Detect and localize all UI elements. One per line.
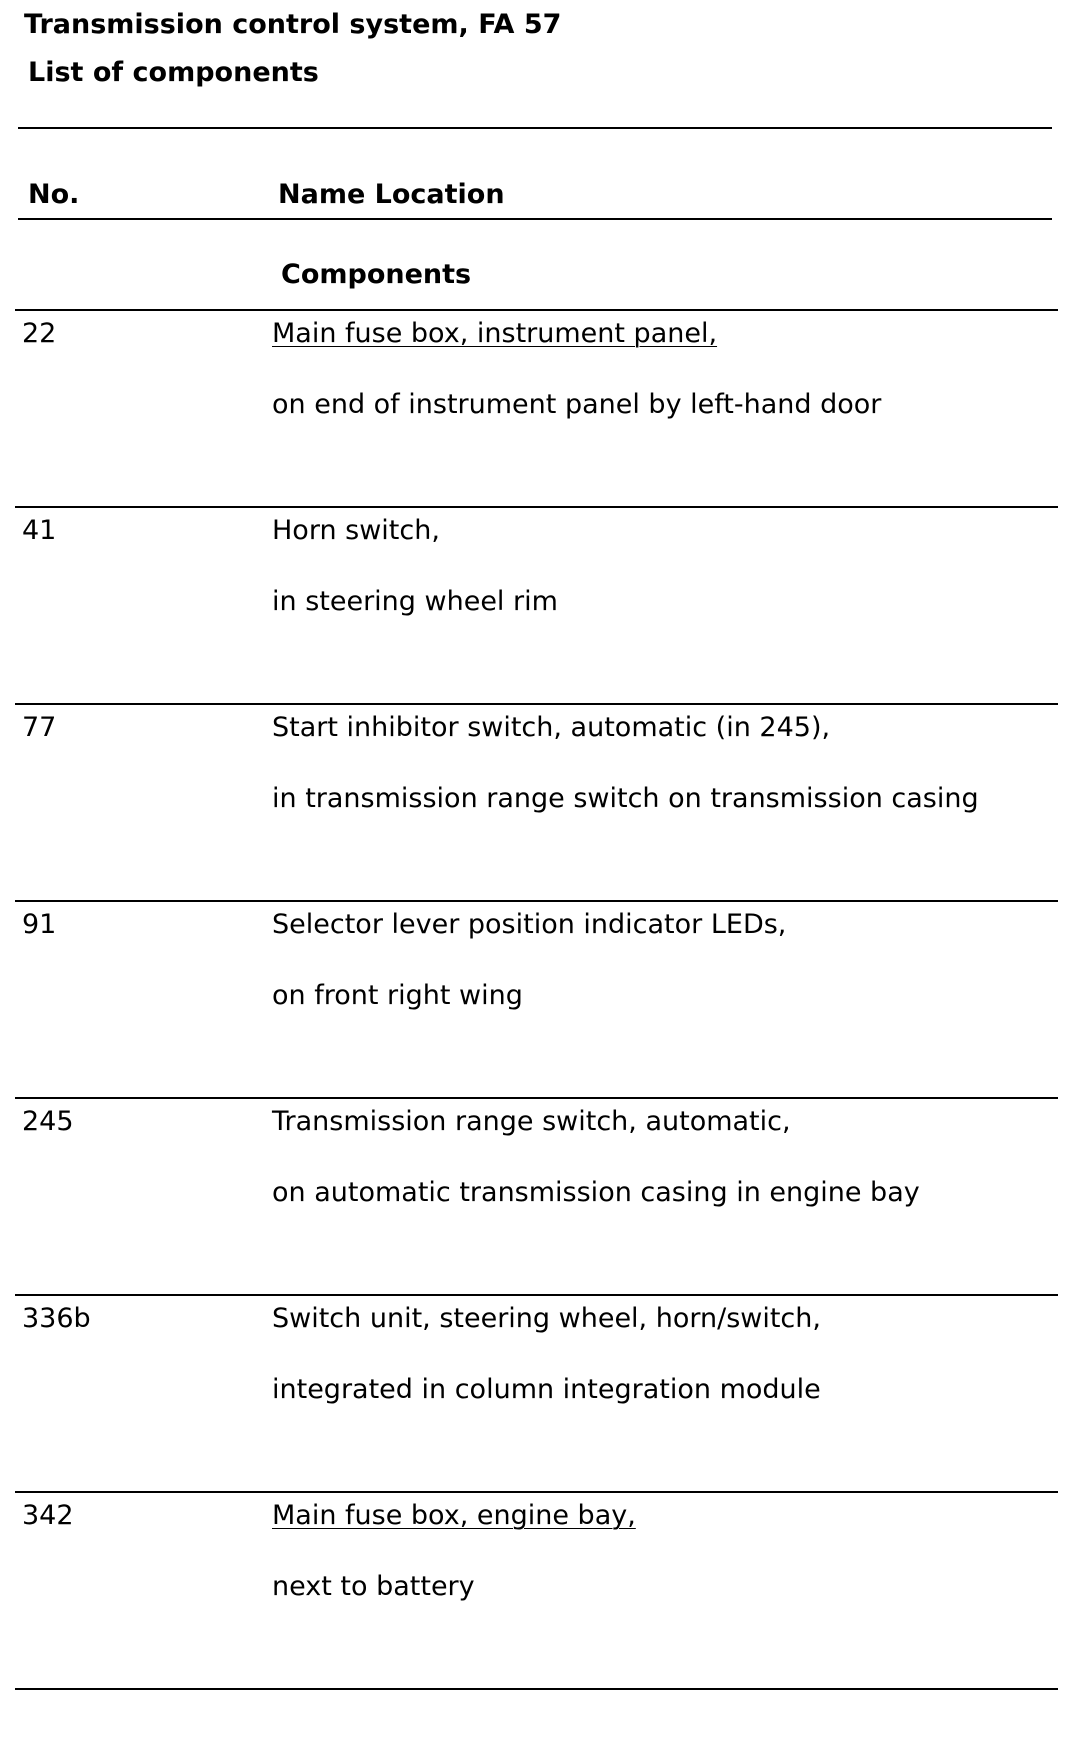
- document-title: Transmission control system, FA 57: [24, 9, 562, 40]
- document-subtitle: List of components: [28, 57, 319, 88]
- table-row: [0, 1491, 1072, 1688]
- table-bottom-divider: [15, 1688, 1058, 1690]
- component-name-link[interactable]: Main fuse box, engine bay,: [272, 1500, 636, 1531]
- table-row: [0, 309, 1072, 506]
- component-name: Selector lever position indicator LEDs,: [272, 909, 787, 940]
- row-divider: [15, 1097, 1058, 1099]
- row-divider: [15, 900, 1058, 902]
- component-number: 336b: [22, 1303, 91, 1334]
- component-location: in steering wheel rim: [272, 586, 558, 617]
- component-name-link[interactable]: Main fuse box, instrument panel,: [272, 318, 718, 349]
- row-divider: [15, 309, 1058, 311]
- header-divider: [18, 127, 1052, 129]
- table-row: [0, 506, 1072, 703]
- component-number: 77: [22, 712, 57, 743]
- table-row: [0, 703, 1072, 900]
- section-title: Components: [281, 259, 472, 290]
- table-row: [0, 900, 1072, 1097]
- component-number: 245: [22, 1106, 74, 1137]
- row-divider: [15, 506, 1058, 508]
- component-name: Horn switch,: [272, 515, 440, 546]
- component-number: 91: [22, 909, 57, 940]
- component-name: Transmission range switch, automatic,: [272, 1106, 791, 1137]
- table-row: [0, 1097, 1072, 1294]
- component-location: integrated in column integration module: [272, 1374, 821, 1405]
- row-divider: [15, 1294, 1058, 1296]
- component-location: next to battery: [272, 1571, 475, 1602]
- component-location: on end of instrument panel by left-hand door: [272, 389, 882, 420]
- column-header-no: No.: [28, 179, 80, 210]
- component-location: in transmission range switch on transmission casing: [272, 783, 979, 814]
- component-number: 22: [22, 318, 57, 349]
- row-divider: [15, 1491, 1058, 1493]
- table-row: [0, 1294, 1072, 1491]
- component-location: on front right wing: [272, 980, 523, 1011]
- column-header-divider: [18, 218, 1052, 220]
- component-number: 342: [22, 1500, 74, 1531]
- component-location: on automatic transmission casing in engine bay: [272, 1177, 920, 1208]
- row-divider: [15, 703, 1058, 705]
- component-name: Start inhibitor switch, automatic (in 245),: [272, 712, 831, 743]
- component-name: Switch unit, steering wheel, horn/switch,: [272, 1303, 821, 1334]
- component-number: 41: [22, 515, 57, 546]
- column-header-name-location: Name Location: [278, 179, 505, 210]
